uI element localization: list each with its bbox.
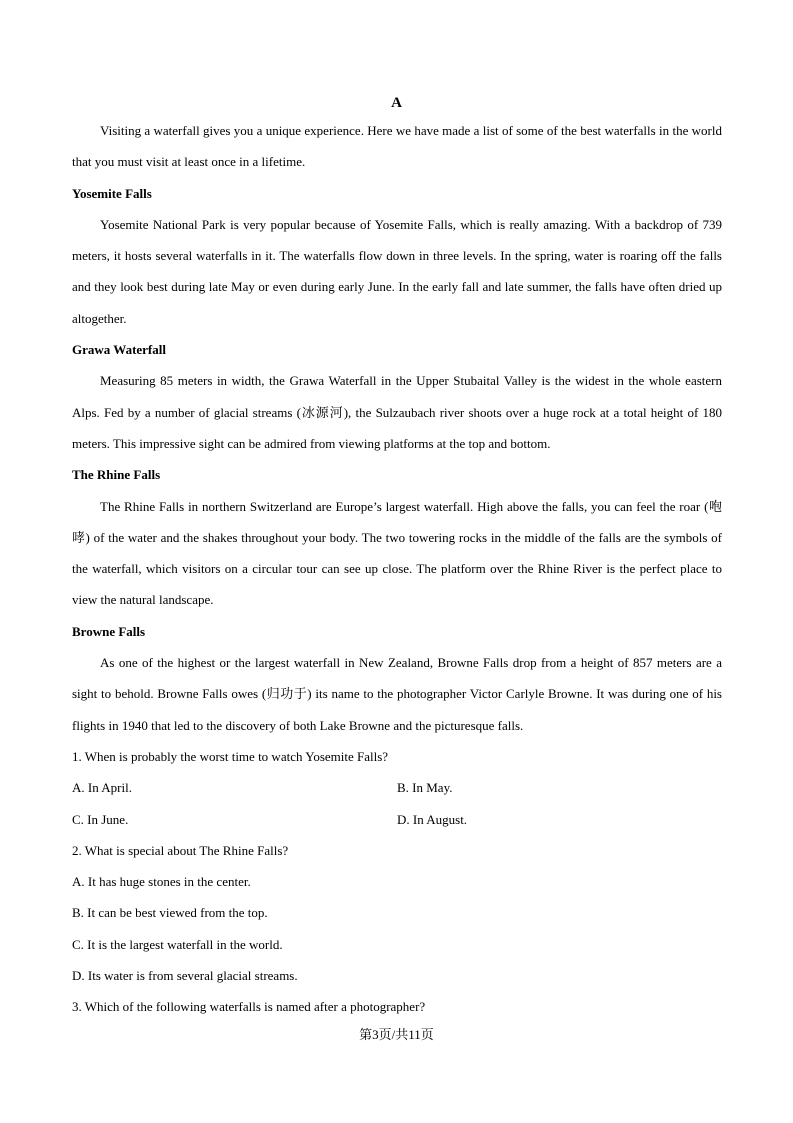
- question-2-option-c: C. It is the largest waterfall in the world.: [72, 936, 283, 952]
- section-heading-rhine: The Rhine Falls: [72, 467, 161, 483]
- passage-title: A: [391, 95, 402, 111]
- question-1-options-row-2: [72, 804, 722, 835]
- question-1-stem: 1. When is probably the worst time to watch Yosemite Falls?: [72, 748, 389, 764]
- question-1-option-d: D. In August.: [397, 811, 468, 827]
- section-heading-grawa: Grawa Waterfall: [72, 342, 166, 358]
- question-2-option-b: B. It can be best viewed from the top.: [72, 905, 268, 921]
- question-2-stem: 2. What is special about The Rhine Falls?: [72, 842, 289, 858]
- section-text-yosemite: Yosemite National Park is very popular because of Yosemite Falls, which is really amazing. With a backdrop of 739 meters, it hosts several waterfalls in it. The waterfalls flow down in three levels. In the spring, water is roaring off the falls and they look best during late May or even during early June. In the early fall and late summer, the falls have often dried up altogether.: [72, 216, 722, 326]
- section-text-browne: As one of the highest or the largest waterfall in New Zealand, Browne Falls drop from a height of 857 meters are a sight to behold. Browne Falls owes (归功于) its name to the photographer Victor Carlyle Browne. It was during one of his flights in 1940 that led to the discovery of both Lake Browne and the picturesque falls.: [72, 655, 722, 733]
- question-2-option-a: A. It has huge stones in the center.: [72, 874, 251, 890]
- question-1-option-b: B. In May.: [397, 780, 453, 796]
- question-2-option-d: D. Its water is from several glacial streams.: [72, 968, 298, 984]
- section-heading-browne: Browne Falls: [72, 623, 146, 639]
- question-3-stem: 3. Which of the following waterfalls is named after a photographer?: [72, 999, 426, 1015]
- section-heading-yosemite: Yosemite Falls: [72, 185, 152, 201]
- question-1-option-a: A. In April.: [72, 780, 132, 796]
- question-1-option-c: C. In June.: [72, 811, 129, 827]
- section-text-grawa: Measuring 85 meters in width, the Grawa Waterfall in the Upper Stubaital Valley is the widest in the whole eastern Alps. Fed by a number of glacial streams (冰源河), the Sulzaubach river shoots over a huge rock at a total height of 180 meters. This impressive sight can be admired from viewing platforms at the top and bottom.: [72, 373, 722, 451]
- section-text-rhine: The Rhine Falls in northern Switzerland are Europe’s largest waterfall. High above the falls, you can feel the roar (咆哮) of the water and the shakes throughout your body. The two towering rocks in the middle of the falls are the symbols of the waterfall, which visitors on a circular tour can see up close. The platform over the Rhine River is the perfect place to view the natural landscape.: [72, 498, 722, 608]
- page-number-footer: 第3页/共11页: [359, 1027, 434, 1042]
- question-1-options-row-1: [72, 772, 722, 803]
- intro-paragraph: Visiting a waterfall gives you a unique experience. Here we have made a list of some of the best waterfalls in the world that you must visit at least once in a lifetime.: [72, 123, 722, 170]
- passage-body: [72, 115, 722, 1023]
